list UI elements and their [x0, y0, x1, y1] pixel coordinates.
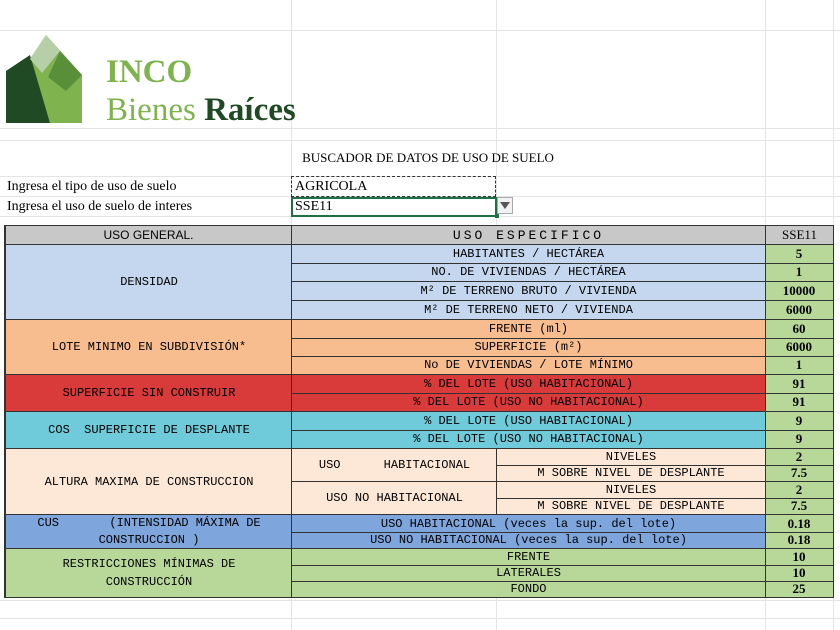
- row-label: NIVELES: [496, 449, 766, 466]
- section-lote-label: LOTE MINIMO EN SUBDIVISIÓN*: [5, 320, 292, 375]
- fill-handle[interactable]: [495, 214, 499, 218]
- row-value: 9: [765, 430, 834, 449]
- gridline: [0, 30, 840, 31]
- row-value: 0.18: [765, 515, 834, 533]
- row-label: % DEL LOTE (USO NO HABITACIONAL): [291, 430, 766, 449]
- gridline: [0, 618, 840, 619]
- row-value: 9: [765, 412, 834, 431]
- row-label: HABITANTES / HECTÁREA: [291, 245, 766, 264]
- section-cos-label: COS SUPERFICIE DE DESPLANTE: [5, 412, 292, 449]
- section-restricciones-label: [5, 549, 292, 598]
- logo-line-2: [106, 90, 296, 130]
- row-value: 7.5: [765, 498, 834, 515]
- row-value: 5: [765, 245, 834, 264]
- row-label: SUPERFICIE (m²): [291, 338, 766, 357]
- row-value: 91: [765, 393, 834, 412]
- section-densidad-label: DENSIDAD: [5, 245, 292, 320]
- section-cus-label: [5, 515, 292, 549]
- row-label: % DEL LOTE (USO HABITACIONAL): [291, 375, 766, 394]
- header-uso-general: USO GENERAL.: [5, 225, 292, 245]
- row-label: M SOBRE NIVEL DE DESPLANTE: [496, 498, 766, 515]
- row-label: % DEL LOTE (USO NO HABITACIONAL): [291, 393, 766, 412]
- row-value: 1: [765, 263, 834, 282]
- row-label: % DEL LOTE (USO HABITACIONAL): [291, 412, 766, 431]
- header-code: SSE11: [765, 225, 834, 245]
- row-label: FRENTE: [291, 549, 766, 566]
- logo-bienes: Bienes: [106, 92, 196, 128]
- tipo-label: Ingresa el tipo de uso de suelo: [7, 179, 177, 194]
- chevron-down-icon: [500, 202, 510, 209]
- section-altura-label: ALTURA MAXIMA DE CONSTRUCCION: [5, 449, 292, 515]
- row-value: 91: [765, 375, 834, 394]
- row-label: M² DE TERRENO NETO / VIVIENDA: [291, 301, 766, 320]
- row-value: 7.5: [765, 465, 834, 482]
- logo-mark: [4, 33, 86, 125]
- logo-raices: Raíces: [204, 92, 296, 128]
- row-label: USO HABITACIONAL (veces la sup. del lote): [291, 515, 766, 533]
- row-value: 2: [765, 481, 834, 499]
- row-label: USO NO HABITACIONAL (veces la sup. del lote): [291, 532, 766, 549]
- row-value: 10000: [765, 282, 834, 301]
- row-label: NO. DE VIVIENDAS / HECTÁREA: [291, 263, 766, 282]
- row-label: FONDO: [291, 581, 766, 598]
- row-value: 6000: [765, 301, 834, 320]
- gridline: [0, 600, 840, 601]
- row-label: FRENTE (ml): [291, 320, 766, 339]
- section-superficie-label: SUPERFICIE SIN CONSTRUIR: [5, 375, 292, 412]
- row-label: M² DE TERRENO BRUTO / VIVIENDA: [291, 282, 766, 301]
- uso-select-cell[interactable]: SSE11: [291, 197, 497, 217]
- section-cus-label-line2: CONSTRUCCION ): [98, 532, 200, 547]
- table-border: [4, 225, 5, 598]
- dropdown-button[interactable]: [497, 197, 513, 214]
- row-value: 2: [765, 449, 834, 466]
- row-label: M SOBRE NIVEL DE DESPLANTE: [496, 465, 766, 482]
- row-value: 6000: [765, 338, 834, 357]
- section-restricciones-label-line1: RESTRICCIONES MÍNIMAS DE: [62, 557, 236, 571]
- logo-inco: INCO: [106, 54, 193, 90]
- sheet-title: BUSCADOR DE DATOS DE USO DE SUELO: [302, 150, 554, 165]
- row-label: No DE VIVIENDAS / LOTE MÍNIMO: [291, 356, 766, 375]
- gridline: [0, 140, 840, 141]
- row-value: 25: [765, 581, 834, 598]
- section-cus-label-line1: CUS (INTENSIDAD MÁXIMA DE: [37, 515, 261, 530]
- row-value: 0.18: [765, 532, 834, 549]
- tipo-input-cell[interactable]: AGRICOLA: [291, 176, 496, 197]
- section-restricciones-label-line2: CONSTRUCCIÓN: [105, 575, 193, 589]
- uso-label: Ingresa el uso de suelo de interes: [7, 199, 193, 214]
- row-value: 1: [765, 356, 834, 375]
- row-value: 10: [765, 549, 834, 566]
- row-value: 10: [765, 565, 834, 582]
- subgroup-uso-no-habitacional: USO NO HABITACIONAL: [291, 481, 497, 515]
- header-uso-especifico: USO ESPECIFICO: [291, 225, 766, 245]
- row-label: NIVELES: [496, 481, 766, 499]
- subgroup-uso-habitacional: USO HABITACIONAL: [291, 449, 497, 482]
- row-label: LATERALES: [291, 565, 766, 582]
- row-value: 60: [765, 320, 834, 339]
- logo-line-1: [106, 52, 192, 92]
